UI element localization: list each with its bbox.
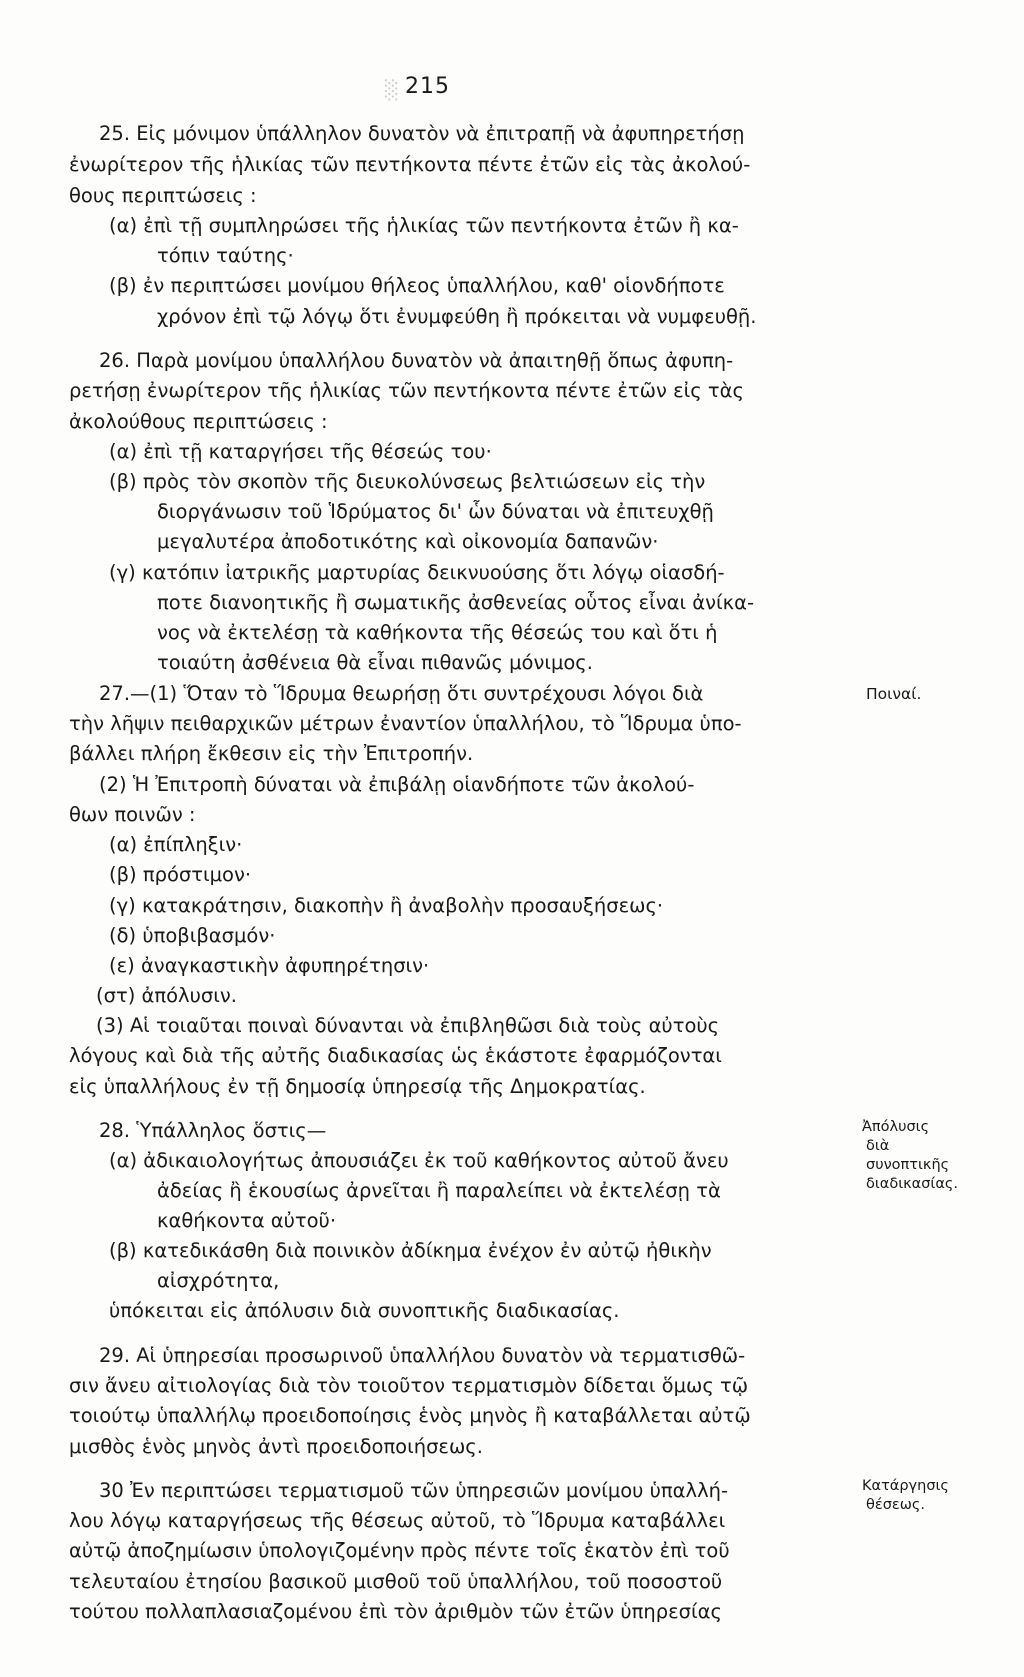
text-line: αἰσχρότητα,: [157, 1269, 280, 1292]
text-line: λου λόγῳ καταργήσεως τῆς θέσεως αὐτοῦ, τὸ Ἵδρυμα καταβάλλει: [69, 1509, 726, 1532]
text-line: (στ) ἀπόλυσιν.: [96, 984, 237, 1007]
margin-note: Ἀπόλυσις: [862, 1119, 930, 1135]
text-line: διοργάνωσιν τοῦ Ἱδρύματος δι' ὧν δύναται νὰ ἐπιτευχθῇ: [157, 500, 714, 523]
text-line: 25. Εἰς μόνιμον ὑπάλληλον δυνατὸν νὰ ἐπιτραπῇ νὰ ἀφυπηρετήσῃ: [99, 122, 745, 145]
text-line: 30 Ἐν περιπτώσει τερματισμοῦ τῶν ὑπηρεσιῶν μονίμου ὑπαλλή-: [99, 1479, 728, 1502]
margin-note: θέσεως.: [866, 1497, 925, 1513]
text-line: λόγους καὶ διὰ τῆς αὐτῆς διαδικασίας ὡς ἑκάστοτε ἐφαρμόζονται: [69, 1044, 722, 1067]
text-line: τόπιν ταύτης·: [157, 244, 294, 267]
text-line: θων ποινῶν :: [69, 803, 196, 826]
text-line: ὑπόκειται εἰς ἀπόλυσιν διὰ συνοπτικῆς διαδικασίας.: [109, 1299, 620, 1322]
text-line: τελευταίου ἐτησίου βασικοῦ μισθοῦ τοῦ ὑπαλλήλου, τοῦ ποσοστοῦ: [69, 1570, 723, 1593]
text-line: ποτε διανοητικῆς ἢ σωματικῆς ἀσθενείας οὗτος εἶναι ἀνίκα-: [157, 591, 755, 614]
text-line: τοιούτῳ ὑπαλλήλῳ προειδοποίησις ἑνὸς μηνὸς ἢ καταβάλλεται αὐτῷ: [69, 1404, 751, 1427]
margin-note: διὰ: [866, 1138, 890, 1154]
text-line: αὐτῷ ἀποζημίωσιν ὑπολογιζομένην πρὸς πέντε τοῖς ἑκατὸν ἐπὶ τοῦ: [69, 1539, 730, 1562]
text-line: ρετήσῃ ἐνωρίτερον τῆς ἡλικίας τῶν πεντήκοντα πέντε ἐτῶν εἰς τὰς: [69, 379, 744, 402]
text-line: καθήκοντα αὐτοῦ·: [157, 1209, 337, 1232]
text-line: (α) ἐπὶ τῇ καταργήσει τῆς θέσεώς του·: [109, 440, 492, 463]
text-line: χρόνον ἐπὶ τῷ λόγῳ ὅτι ἐνυμφεύθη ἢ πρόκειται νὰ νυμφευθῇ.: [157, 305, 757, 328]
text-line: (ε) ἀναγκαστικὴν ἀφυπηρέτησιν·: [109, 954, 430, 977]
text-line: 26. Παρὰ μονίμου ὑπαλλήλου δυνατὸν νὰ ἀπαιτηθῇ ὅπως ἀφυπη-: [99, 349, 734, 372]
show-through-mark: ░: [385, 80, 399, 101]
text-line: σιν ἄνευ αἰτιολογίας διὰ τὸν τοιοῦτον τερματισμὸν δίδεται ὅμως τῷ: [69, 1374, 749, 1397]
text-line: βάλλει πλήρη ἔκθεσιν εἰς τὴν Ἐπιτροπήν.: [69, 742, 474, 765]
margin-note: διαδικασίας.: [866, 1176, 958, 1192]
text-line: (β) ἐν περιπτώσει μονίμου θήλεος ὑπαλλήλου, καθ' οἱονδήποτε: [109, 274, 725, 297]
margin-note: συνοπτικῆς: [866, 1157, 950, 1173]
text-line: 29. Αἱ ὑπηρεσίαι προσωρινοῦ ὑπαλλήλου δυνατὸν νὰ τερματισθῶ-: [99, 1344, 746, 1367]
text-line: 28. Ὑπάλληλος ὅστις—: [99, 1119, 327, 1142]
text-line: ἀδείας ἢ ἑκουσίως ἀρνεῖται ἢ παραλείπει νὰ ἐκτελέσῃ τὰ: [157, 1179, 721, 1202]
text-line: (β) κατεδικάσθη διὰ ποινικὸν ἀδίκημα ἐνέχον ἐν αὐτῷ ἠθικὴν: [109, 1239, 712, 1262]
text-line: (γ) κατακράτησιν, διακοπὴν ἢ ἀναβολὴν προσαυξήσεως·: [109, 894, 664, 917]
text-line: θους περιπτώσεις :: [69, 184, 257, 207]
text-line: (α) ἐπίπληξιν·: [109, 833, 243, 856]
text-line: ἀκολούθους περιπτώσεις :: [69, 410, 328, 433]
text-line: (β) πρὸς τὸν σκοπὸν τῆς διευκολύνσεως βελτιώσεων εἰς τὴν: [109, 470, 706, 493]
text-line: ἐνωρίτερον τῆς ἡλικίας τῶν πεντήκοντα πέντε ἐτῶν εἰς τὰς ἀκολού-: [69, 153, 751, 176]
text-line: (γ) κατόπιν ἰατρικῆς μαρτυρίας δεικνυούσης ὅτι λόγῳ οἱασδή-: [109, 561, 725, 584]
text-line: τούτου πολλαπλασιαζομένου ἐπὶ τὸν ἀριθμὸν τῶν ἐτῶν ὑπηρεσίας: [69, 1600, 722, 1623]
page-number: 215: [405, 74, 450, 99]
text-line: (α) ἐπὶ τῇ συμπληρώσει τῆς ἡλικίας τῶν πεντήκοντα ἐτῶν ἢ κα-: [109, 214, 739, 237]
text-line: (δ) ὑποβιβασμόν·: [109, 924, 276, 947]
text-line: (β) πρόστιμον·: [109, 863, 252, 886]
text-line: νος νὰ ἐκτελέσῃ τὰ καθήκοντα τῆς θέσεώς του καὶ ὅτι ἡ: [157, 621, 718, 644]
margin-note: Ποιναί.: [866, 685, 922, 703]
text-line: μεγαλυτέρα ἀποδοτικότης καὶ οἰκονομία δαπανῶν·: [157, 530, 659, 553]
text-line: τὴν λῆψιν πειθαρχικῶν μέτρων ἐναντίον ὑπαλλήλου, τὸ Ἵδρυμα ὑπο-: [69, 712, 742, 735]
text-line: 27.—(1) Ὅταν τὸ Ἵδρυμα θεωρήσῃ ὅτι συντρέχουσι λόγοι διὰ: [99, 682, 704, 705]
text-line: (α) ἀδικαιολογήτως ἀπουσιάζει ἐκ τοῦ καθήκοντος αὐτοῦ ἄνευ: [109, 1149, 729, 1172]
text-line: τοιαύτη ἀσθένεια θὰ εἶναι πιθανῶς μόνιμος.: [157, 651, 593, 674]
text-line: μισθὸς ἑνὸς μηνὸς ἀντὶ προειδοποιήσεως.: [69, 1435, 483, 1458]
text-line: εἰς ὑπαλλήλους ἐν τῇ δημοσίᾳ ὑπηρεσίᾳ τῆς Δημοκρατίας.: [69, 1075, 646, 1098]
margin-note: Κατάργησις: [862, 1478, 949, 1494]
text-line: (3) Αἱ τοιαῦται ποιναὶ δύνανται νὰ ἐπιβληθῶσι διὰ τοὺς αὐτοὺς: [96, 1014, 720, 1037]
text-line: (2) Ἡ Ἐπιτροπὴ δύναται νὰ ἐπιβάλῃ οἱανδήποτε τῶν ἀκολού-: [99, 773, 695, 796]
